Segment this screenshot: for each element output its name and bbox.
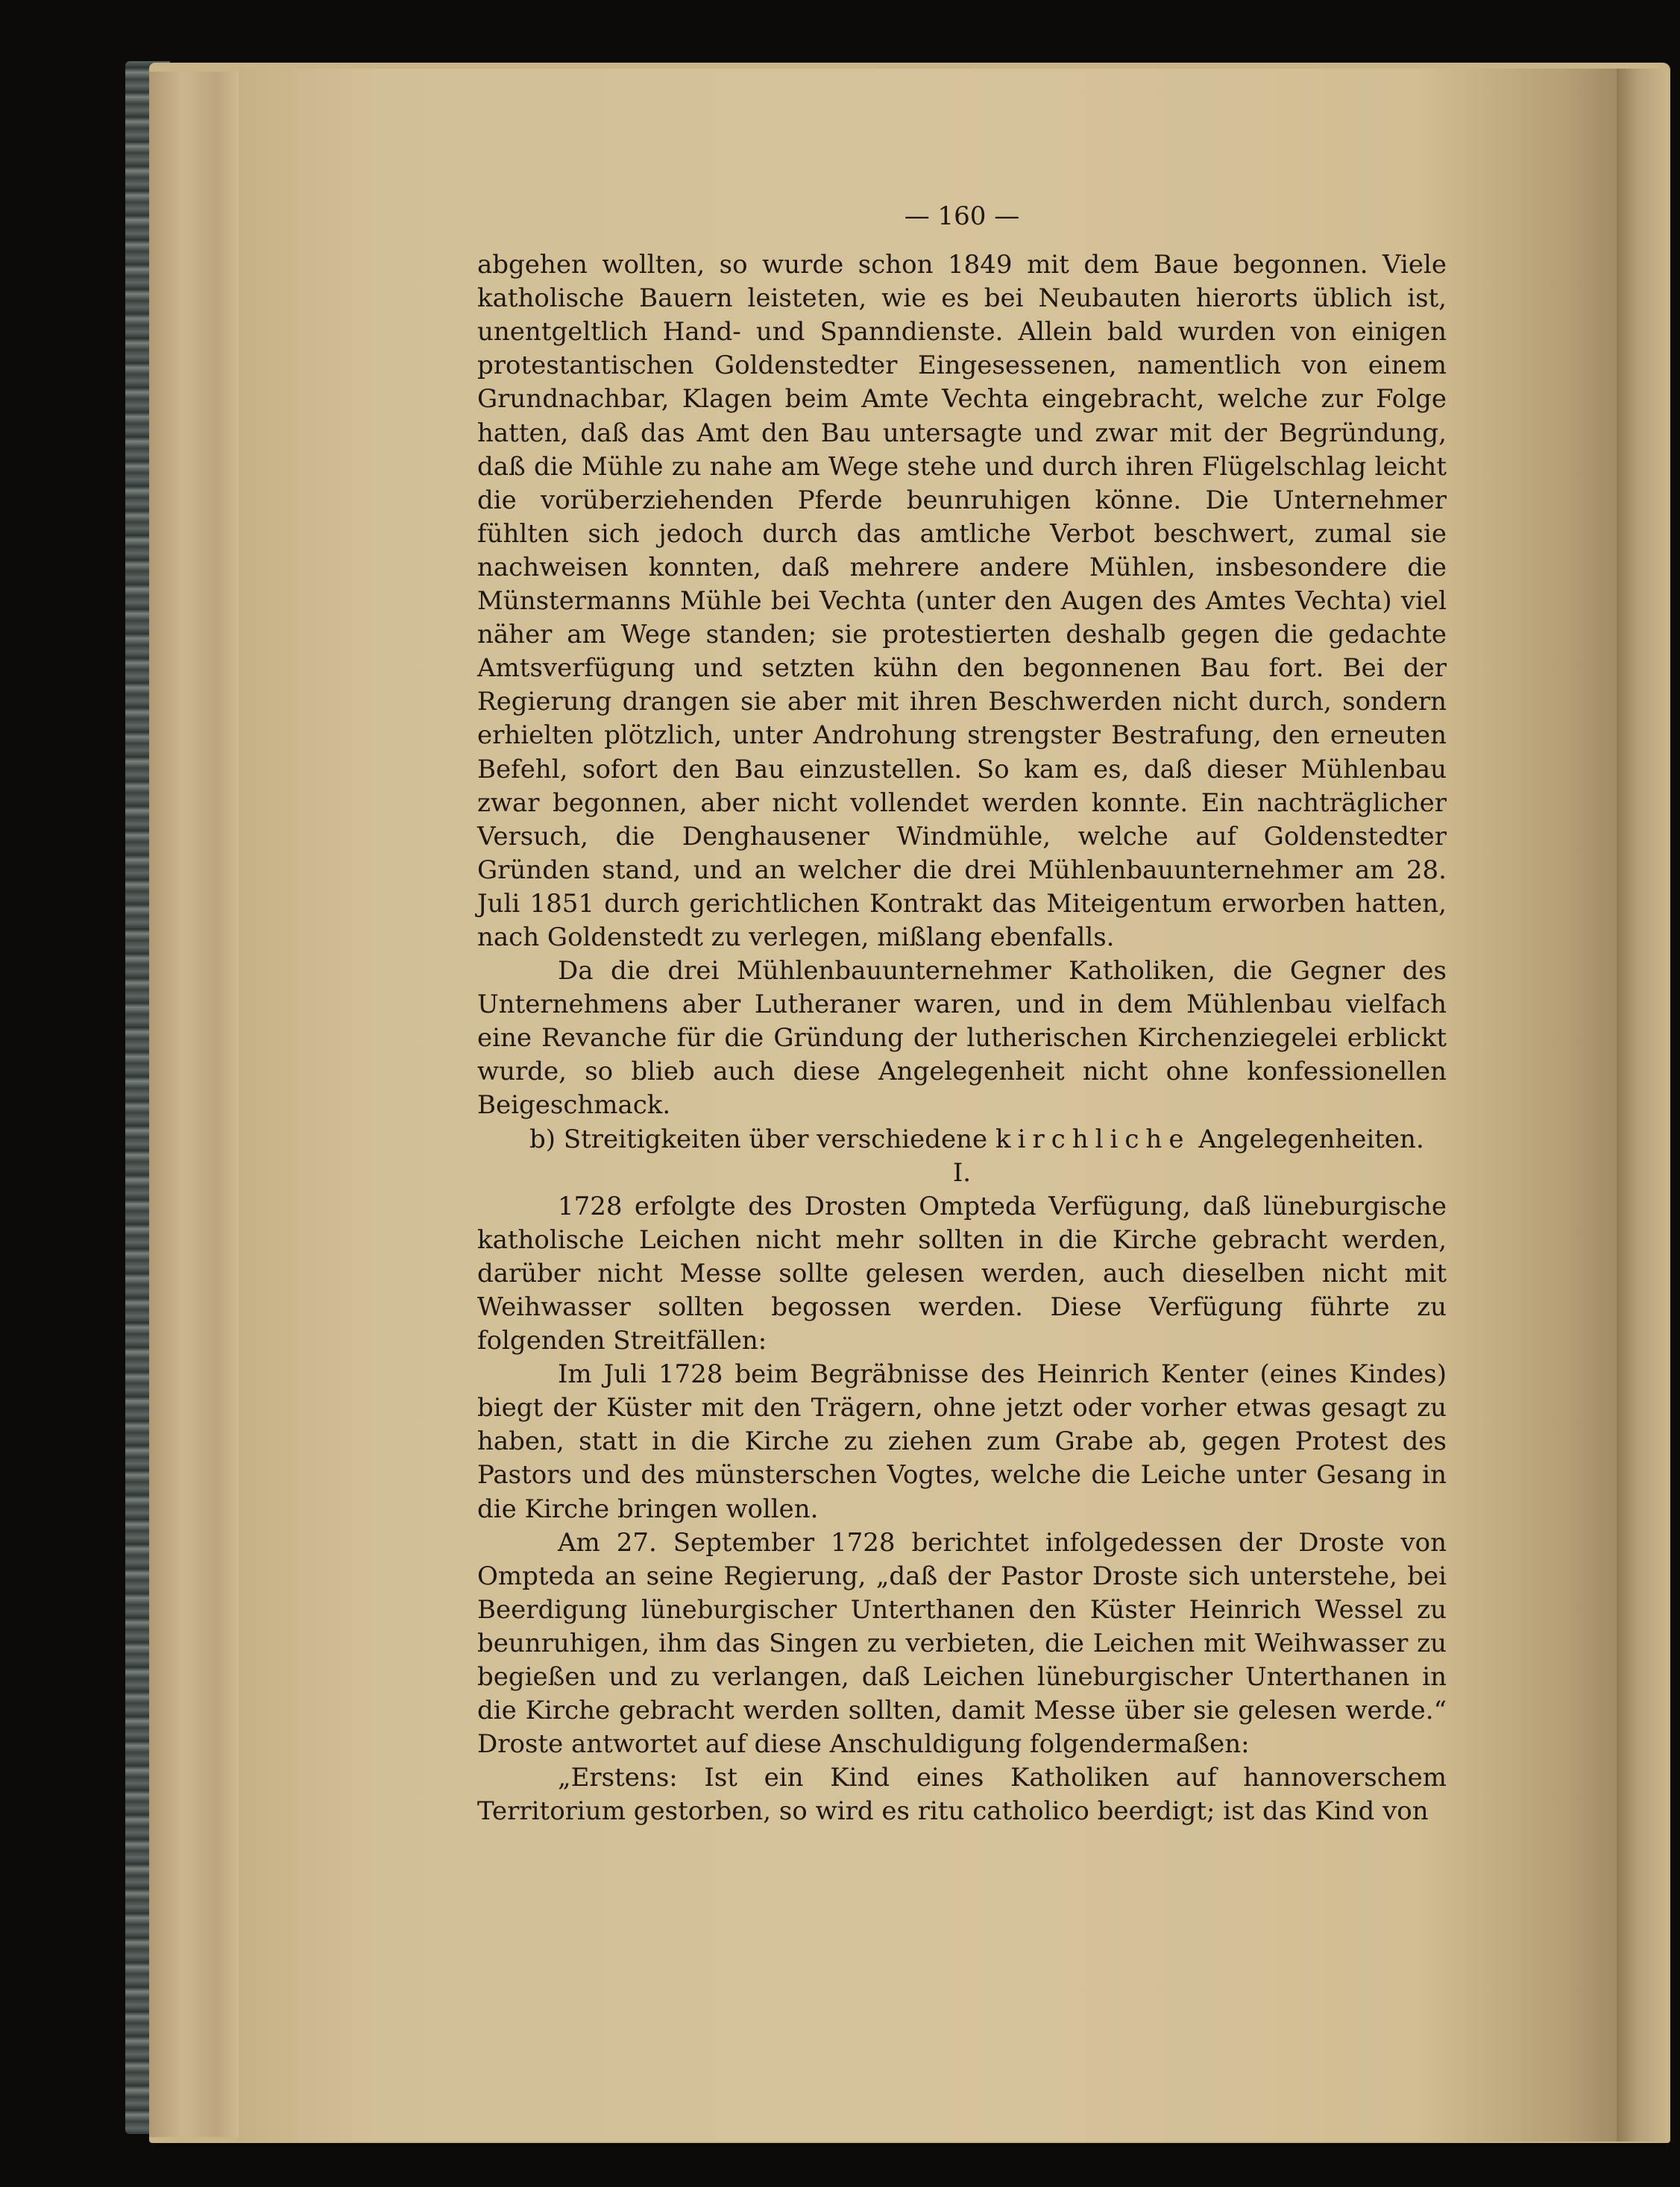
page-text bbox=[477, 200, 1447, 1829]
paragraph: Am 27. September 1728 berichtet infolgedessen der Droste von Ompteda an seine Regierung, „daß der Pastor Droste sich unterstehe, bei Beerdigung lüneburgischer Unterthanen den Küster Heinrich Wessel zu beunruhigen, ihm das Singen zu verbieten, die Leichen mit Weihwasser zu begießen und zu verlangen, daß Leichen lüneburgischer Unterthanen in die Kirche gebracht werden sollten, damit Messe über sie gelesen werde.“ Droste antwortet auf diese Anschuldigung folgendermaßen: bbox=[477, 1527, 1447, 1760]
paragraph: Da die drei Mühlenbauunternehmer Katholiken, die Gegner des Unternehmens aber Lutheraner waren, und in dem Mühlenbau vielfach eine Revanche für die Gründung der lutherischen Kirchenziegelei erblickt wurde, so blieb auch diese Angelegenheit nicht ohne konfessionellen Beigeschmack. bbox=[477, 956, 1447, 1121]
section-heading-prefix: b) Streitigkeiten über verschiedene bbox=[529, 1124, 988, 1154]
paragraph: abgehen wollten, so wurde schon 1849 mit dem Baue begonnen. Viele katholische Bauern leisteten, wie es bei Neubauten hierorts üblich ist, unentgeltlich Hand- und Spanndienste. Allein bald wurden von einigen protestantischen Goldenstedter Eingesessenen, namentlich von einem Grundnachbar, Klagen beim Amte Vechta eingebracht, welche zur Folge hatten, daß das Amt den Bau untersagte und zwar mit der Begründung, daß die Mühle zu nahe am Wege stehe und durch ihren Flügelschlag leicht die vorüberziehenden Pferde beunruhigen könne. Die Unternehmer fühlten sich jedoch durch das amtliche Verbot beschwert, zumal sie nachweisen konnten, daß mehrere andere Mühlen, insbesondere die Münstermanns Mühle bei Vechta (unter den Augen des Amtes Vechta) viel näher am Wege standen; sie protestierten deshalb gegen die gedachte Amtsverfügung und setzten kühn den begonnenen Bau fort. Bei der Regierung drangen sie aber mit ihren Beschwerden nicht durch, sondern erhielten plötzlich, unter Androhung strengster Bestrafung, den erneuten Befehl, sofort den Bau einzustellen. So kam es, daß dieser Mühlenbau zwar begonnen, aber nicht vollendet werden konnte. Ein nachträglicher Versuch, die Denghausener Windmühle, welche auf Goldenstedter Gründen stand, und an welcher die drei Mühlenbauunternehmer am 28. Juli 1851 durch gerichtlichen Kontrakt das Miteigentum erworben hatten, nach Goldenstedt zu verlegen, mißlang ebenfalls. bbox=[477, 250, 1447, 952]
section-heading bbox=[477, 1123, 1447, 1157]
roman-heading: I. bbox=[952, 1157, 972, 1188]
paragraph: „Erstens: Ist ein Kind eines Katholiken auf hannoverschem Territorium gestorben, so wird es ritu catholico beerdigt; ist das Kind von bbox=[477, 1763, 1447, 1827]
page-gutter bbox=[1617, 69, 1669, 2142]
paragraph: Im Juli 1728 beim Begräbnisse des Heinrich Kenter (eines Kindes) biegt der Küster mit den Trägern, ohne jetzt oder vorher etwas gesagt zu haben, statt in die Kirche zu ziehen zum Grabe ab, gegen Protest des Pastors und des münsterschen Vogtes, welche die Leiche unter Gesang in die Kirche bringen wollen. bbox=[477, 1359, 1447, 1524]
page-stack-edge bbox=[149, 72, 246, 2137]
section-heading-suffix: Angelegenheiten. bbox=[1198, 1124, 1424, 1154]
section-heading-spaced-word: kirchliche bbox=[995, 1124, 1191, 1154]
page-number: — 160 — bbox=[904, 201, 1020, 231]
paragraph: 1728 erfolgte des Drosten Ompteda Verfügung, daß lüneburgische katholische Leichen nicht mehr sollten in die Kirche gebracht werden, darüber nicht Messe sollte gelesen werden, auch dieselben nicht mit Weihwasser sollten begossen werden. Diese Verfügung führte zu folgenden Streitfällen: bbox=[477, 1191, 1447, 1356]
